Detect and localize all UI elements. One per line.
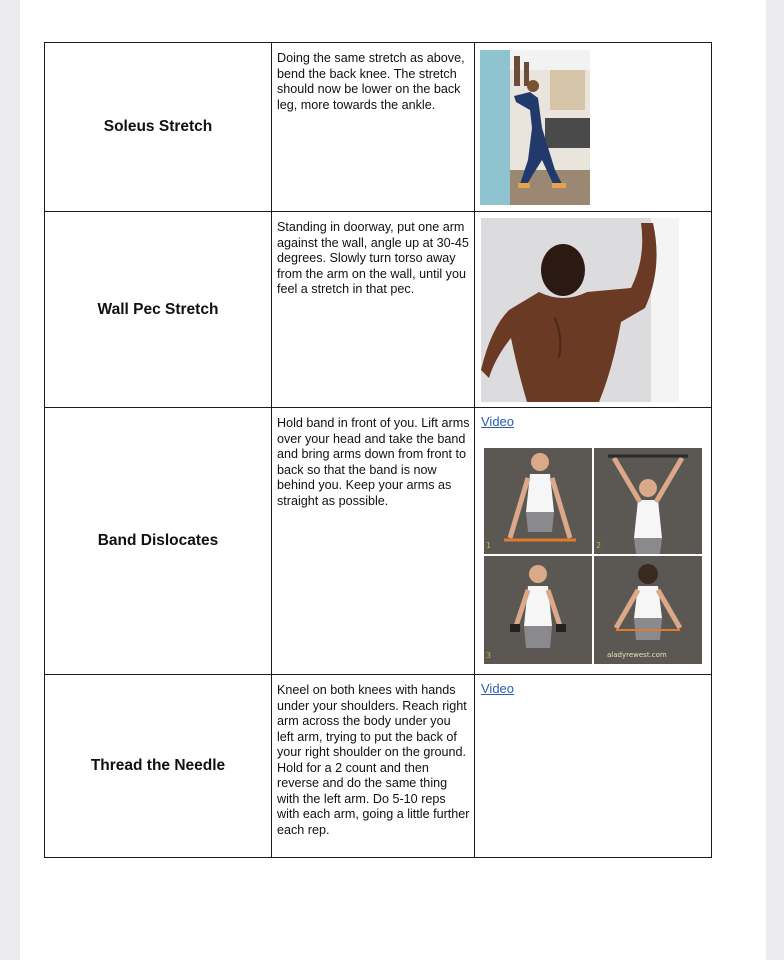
- media-cell: [475, 212, 712, 408]
- band-dislocate-photo-3: [484, 556, 592, 664]
- table-row: [45, 43, 712, 212]
- exercise-description: Standing in doorway, put one arm against the wall, angle up at 30-45 degrees. Slowly turn torso away from the arm on the wall, until you feel a stretch in that pec.: [272, 212, 475, 408]
- exercise-name: Wall Pec Stretch: [45, 212, 272, 408]
- media-cell: [475, 408, 712, 675]
- exercise-description: Kneel on both knees with hands under your shoulders. Reach right arm across the body under you left arm, trying to put the back of your right shoulder on the ground. Hold for a 2 count and then reverse and do the same thing with the left arm. Do 5-10 reps with each arm, going a little further each rep.: [272, 675, 475, 858]
- exercise-name: Thread the Needle: [45, 675, 272, 858]
- exercise-description: Hold band in front of you. Lift arms over your head and take the band and bring arms down from front to back so that the band is now behind you. Keep your arms as straight as possible.: [272, 408, 475, 675]
- video-link[interactable]: Video: [481, 681, 515, 696]
- photo-number-1: 1: [486, 541, 492, 550]
- photo-number-2: 2: [596, 541, 602, 550]
- video-link[interactable]: Video: [481, 414, 515, 429]
- exercise-name: Band Dislocates: [45, 408, 272, 675]
- photo-number-3: 3: [486, 651, 492, 660]
- exercise-description: Doing the same stretch as above, bend the back knee. The stretch should now be lower on the back leg, more towards the ankle.: [272, 43, 475, 212]
- band-dislocate-photo-4: [594, 556, 702, 664]
- wall-pec-stretch-photo: [481, 218, 679, 402]
- photo-watermark: aladyrewest.com: [607, 651, 667, 659]
- table-row: [45, 212, 712, 408]
- media-cell: [475, 43, 712, 212]
- soleus-stretch-photo: [480, 50, 590, 205]
- exercise-table: [44, 42, 712, 858]
- exercise-name: Soleus Stretch: [45, 43, 272, 212]
- band-dislocate-photo-1: [484, 448, 592, 554]
- table-row: [45, 675, 712, 858]
- table-row: [45, 408, 712, 675]
- media-cell: [475, 675, 712, 858]
- band-dislocate-photo-2: [594, 448, 702, 554]
